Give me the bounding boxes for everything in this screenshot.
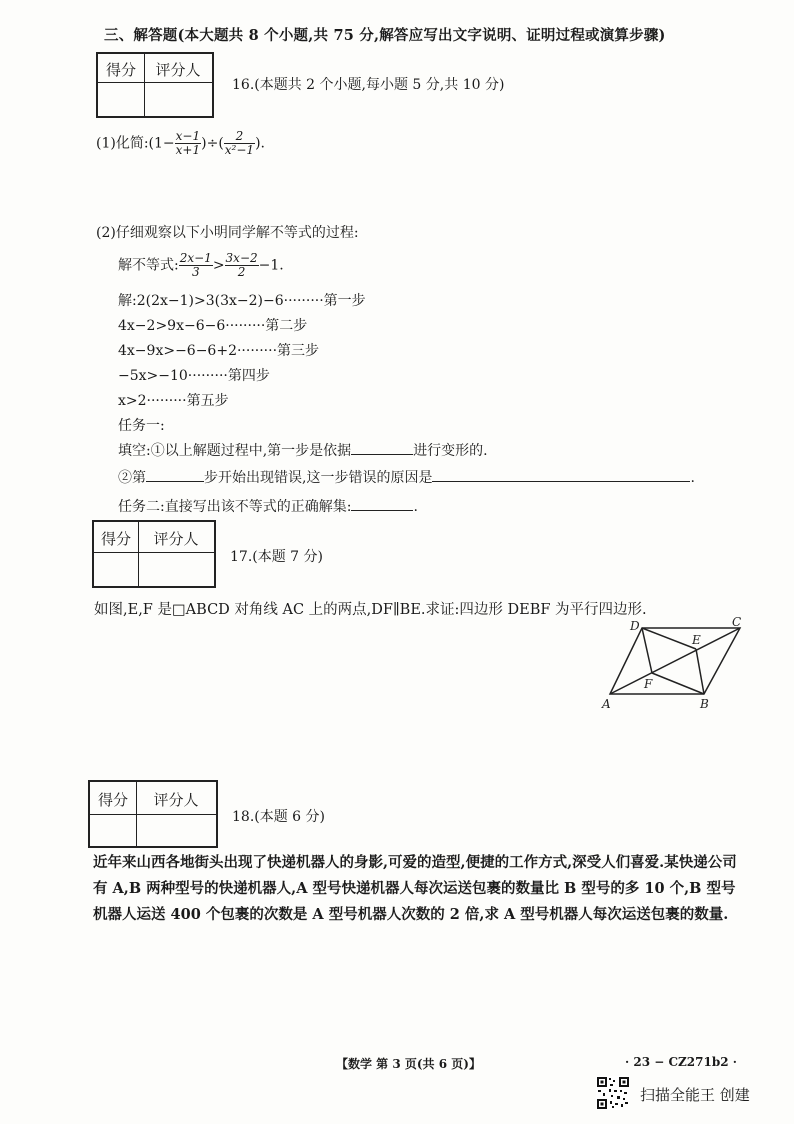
solution-step: 4x−2>9x−6−6·········第二步 — [118, 318, 308, 334]
solution-step: −5x>−10·········第四步 — [118, 368, 270, 384]
grader-label: 评分人 — [153, 530, 199, 548]
grader-label: 评分人 — [155, 61, 201, 79]
score-box-16 — [96, 52, 214, 118]
answer-blank[interactable] — [432, 469, 690, 482]
answer-blank[interactable] — [351, 442, 413, 455]
solution-step: 4x−9x>−6−6+2·········第三步 — [118, 343, 320, 359]
label-e: E — [692, 633, 701, 647]
ineq-frac2: $\frac{3x-2}{2}$ — [225, 251, 258, 279]
task2-line: 任务二:直接写出该不等式的正确解集: . — [118, 499, 418, 515]
page-footer: 【数学 第 3 页(共 6 页)】 — [336, 1057, 481, 1071]
answer-blank[interactable] — [351, 498, 413, 511]
q16-p1-suffix: ). — [255, 135, 265, 152]
q16-header: 16.(本题共 2 个小题,每小题 5 分,共 10 分) — [232, 77, 505, 93]
label-a: A — [602, 697, 611, 711]
score-label: 得分 — [105, 61, 136, 79]
q16-part2-intro: (2)仔细观察以下小明同学解不等式的过程: — [96, 225, 359, 241]
scanner-watermark: 扫描全能王 创建 — [640, 1086, 750, 1104]
q16-p1-frac1: $\frac{x-1}{x+1}$ — [175, 129, 201, 157]
label-b: B — [700, 697, 709, 711]
fill-line-2: ②第 步开始出现错误,这一步错误的原因是 . — [118, 470, 695, 486]
task1-label: 任务一: — [118, 418, 165, 434]
ineq-frac1: $\frac{2x-1}{3}$ — [179, 251, 212, 279]
q18-text: 近年来山西各地街头出现了快递机器人的身影,可爱的造型,便捷的工作方式,深受人们喜爱.某快递公司有 A,B 两种型号的快递机器人,A 型号快递机器人每次运送包裹的数量比 B 型号的多 10 个,B 型号机器人运送 400 个包裹的次数是 A 型号机器人次数的 2 倍,求 A 型号机器人每次运送包裹的数量. — [93, 854, 737, 923]
score-box-17 — [92, 520, 216, 588]
q17-header: 17.(本题 7 分) — [230, 549, 323, 565]
paper-code: · 23 − CZ271b2 · — [625, 1055, 737, 1069]
q17-text: 如图,E,F 是□ABCD 对角线 AC 上的两点,DF∥BE.求证:四边形 DEBF 为平行四边形. — [94, 602, 647, 618]
solution-step: x>2·········第五步 — [118, 393, 229, 409]
q16-p1-mid: )÷( — [201, 135, 224, 152]
section-title: 三、解答题(本大题共 8 个小题,共 75 分,解答应写出文字说明、证明过程或演算步骤) — [104, 27, 666, 44]
label-f: F — [644, 677, 653, 691]
parallelogram-figure — [600, 616, 750, 712]
q16-p1-prefix: (1)化简:(1− — [96, 135, 175, 152]
label-d: D — [630, 619, 640, 633]
fill-line-1: 填空:①以上解题过程中,第一步是依据 进行变形的. — [118, 443, 488, 459]
answer-blank[interactable] — [146, 469, 204, 482]
q18-header: 18.(本题 6 分) — [232, 809, 325, 825]
solution-step: 解:2(2x−1)>3(3x−2)−6·········第一步 — [118, 293, 366, 309]
inequality: 解不等式: $\frac{2x-1}{3}$ > $\frac{3x-2}{2}$ −1. — [118, 251, 284, 279]
score-label: 得分 — [100, 530, 131, 548]
score-box-18 — [88, 780, 218, 848]
grader-label: 评分人 — [153, 791, 199, 809]
score-label: 得分 — [97, 791, 128, 809]
q16-part1 — [96, 130, 265, 157]
label-c: C — [732, 616, 742, 629]
q16-p1-frac2: $\frac{2}{\text{x²−1}}$ — [224, 129, 255, 157]
qr-code-icon — [596, 1076, 630, 1110]
